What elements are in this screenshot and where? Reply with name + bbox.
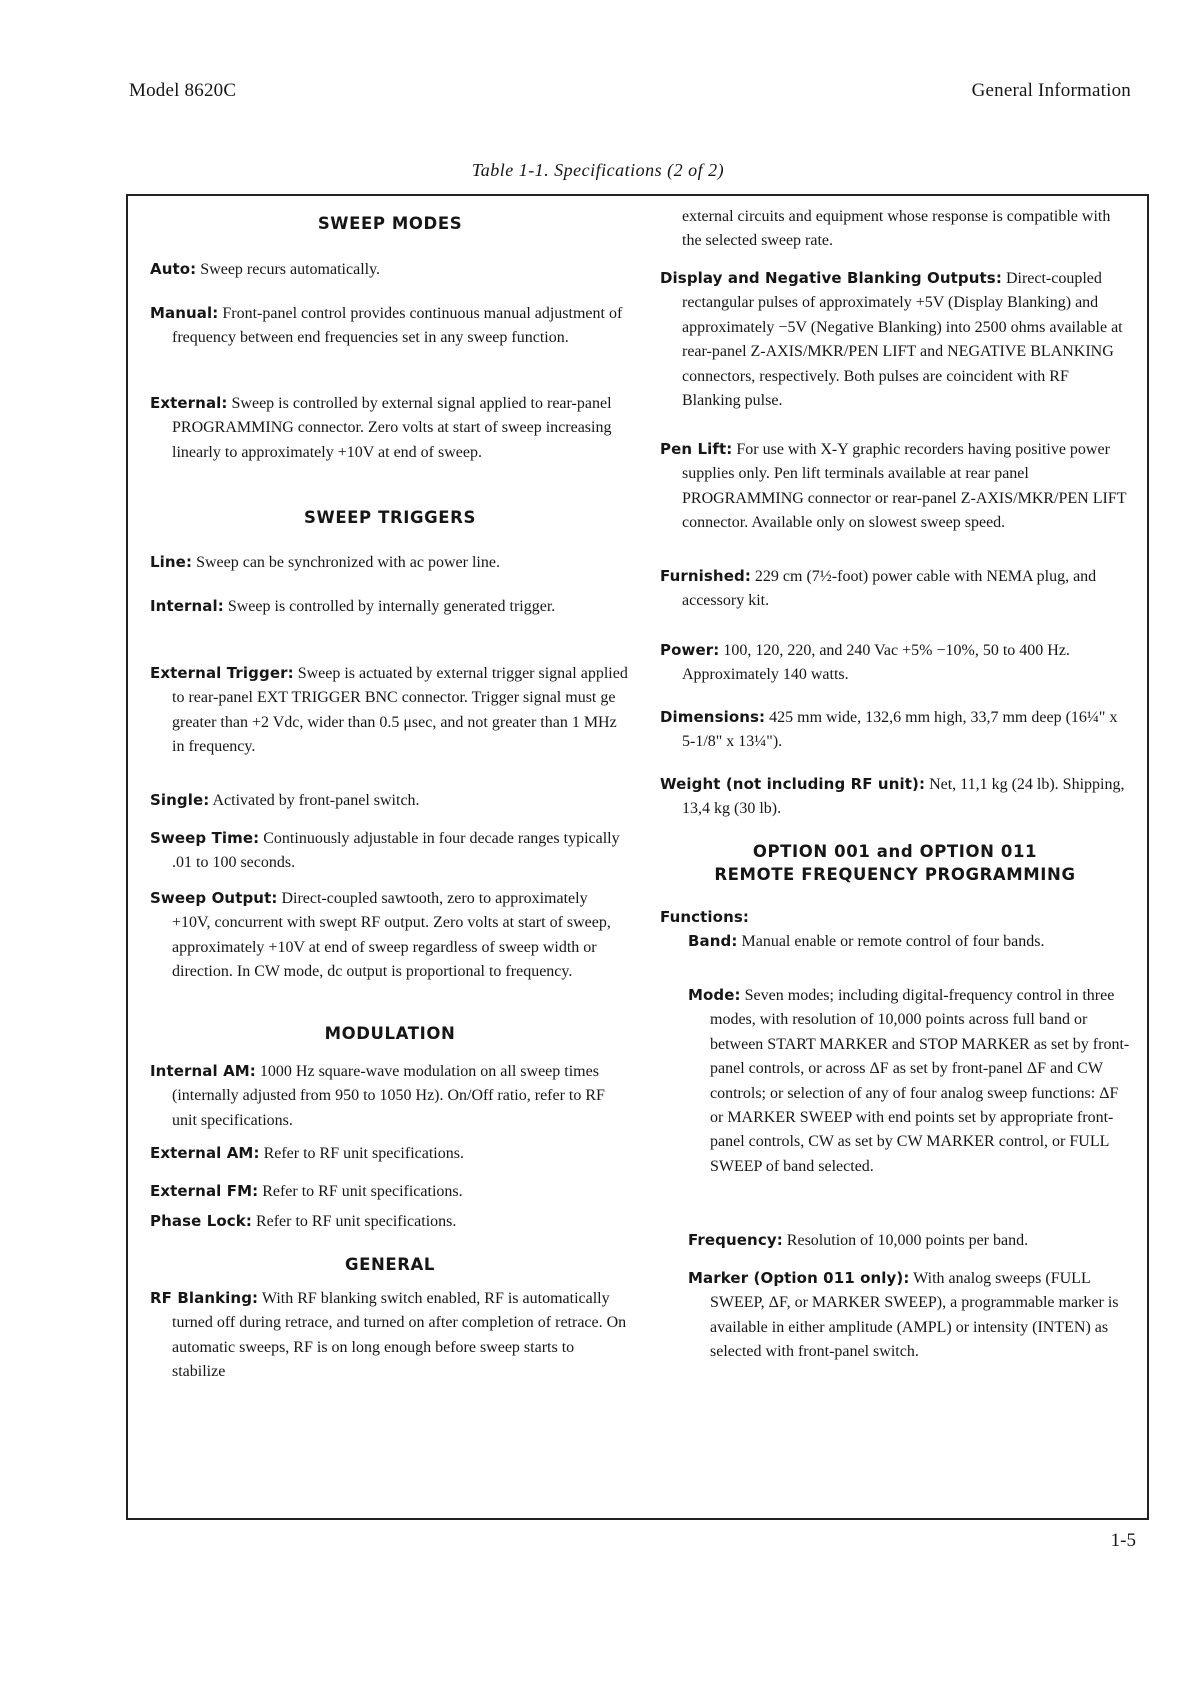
spec-term: Power: bbox=[660, 641, 720, 659]
spec-mode bbox=[660, 983, 1130, 1179]
spec-text: 425 mm wide, 132,6 mm high, 33,7 mm deep (16¼" x 5-1/8" x 13¼"). bbox=[682, 709, 1118, 751]
section-title-sweep-modes: SWEEP MODES bbox=[317, 214, 463, 233]
spec-text: Sweep is actuated by external trigger signal applied to rear-panel EXT TRIGGER BNC connector. Trigger signal must ge greater than +2 Vdc, wider than 0.5 μsec, and not greater than 1 MHz in frequency. bbox=[172, 665, 628, 756]
header-model: Model 8620C bbox=[129, 80, 237, 101]
spec-text: Continuously adjustable in four decade ranges typically .01 to 100 seconds. bbox=[172, 830, 620, 872]
spec-text: With RF blanking switch enabled, RF is automatically turned off during retrace, and turned on after completion of retrace. On automatic sweeps, RF is on long enough before sweep starts to stabilize bbox=[172, 1290, 627, 1381]
spec-text: Activated by front-panel switch. bbox=[209, 792, 420, 809]
spec-term: Sweep Time: bbox=[150, 829, 260, 847]
spec-term: Frequency: bbox=[688, 1231, 783, 1249]
spec-text: Sweep can be synchronized with ac power line. bbox=[192, 554, 500, 571]
spec-marker bbox=[660, 1266, 1130, 1365]
table-caption: Table 1-1. Specifications (2 of 2) bbox=[471, 160, 725, 180]
spec-term: Dimensions: bbox=[660, 708, 766, 726]
spec-term: Pen Lift: bbox=[660, 440, 733, 458]
spec-term: External Trigger: bbox=[150, 664, 294, 682]
spec-internal-am bbox=[150, 1059, 630, 1133]
spec-text: Resolution of 10,000 points per band. bbox=[782, 1232, 1029, 1249]
spec-power bbox=[660, 638, 1130, 688]
spec-term: Auto: bbox=[150, 260, 197, 278]
spec-external-fm bbox=[150, 1179, 630, 1204]
spec-text: Net, 11,1 kg (24 lb). Shipping, 13,4 kg (30 lb). bbox=[682, 776, 1125, 818]
section-title-option-line2: REMOTE FREQUENCY PROGRAMMING bbox=[714, 865, 1076, 884]
spec-text: Sweep is controlled by internally generated trigger. bbox=[223, 598, 556, 615]
spec-phase-lock bbox=[150, 1209, 630, 1234]
spec-display-blanking bbox=[660, 266, 1130, 413]
spec-text: Seven modes; including digital-frequency control in three modes, with resolution of 10,000 points across full band or between START MARKER and STOP MARKER as set by front-panel controls, or across ΔF as set by front-panel ΔF and CW controls; or selection of any of four analog sweep functions: ΔF or MARKER SWEEP with end points set by appropriate front-panel controls, CW as set by CW MARKER control, or FULL SWEEP of band selected. bbox=[710, 987, 1130, 1175]
page-number: 1-5 bbox=[1110, 1530, 1136, 1551]
spec-band bbox=[660, 929, 1130, 954]
spec-term: External FM: bbox=[150, 1182, 259, 1200]
spec-auto bbox=[150, 257, 630, 282]
spec-term: Manual: bbox=[150, 304, 219, 322]
spec-dimensions bbox=[660, 705, 1130, 755]
section-title-modulation: MODULATION bbox=[324, 1024, 456, 1043]
spec-external bbox=[150, 391, 630, 465]
spec-manual bbox=[150, 301, 630, 351]
section-title-sweep-triggers: SWEEP TRIGGERS bbox=[304, 508, 476, 527]
spec-term: Weight (not including RF unit): bbox=[660, 775, 926, 793]
section-title-option-line1: OPTION 001 and OPTION 011 bbox=[752, 842, 1038, 861]
section-title-general: GENERAL bbox=[344, 1255, 436, 1274]
spec-text: Manual enable or remote control of four bands. bbox=[737, 933, 1045, 950]
spec-text: Refer to RF unit specifications. bbox=[258, 1183, 463, 1200]
spec-continued-text: external circuits and equipment whose response is compatible with the selected sweep rate. bbox=[682, 208, 1111, 250]
spec-frequency bbox=[660, 1228, 1130, 1253]
spec-sweep-time bbox=[150, 826, 630, 876]
spec-text: 100, 120, 220, and 240 Vac +5% −10%, 50 to 400 Hz. Approximately 140 watts. bbox=[682, 642, 1070, 684]
functions-label bbox=[660, 905, 1130, 930]
spec-term: Line: bbox=[150, 553, 193, 571]
spec-term: Internal AM: bbox=[150, 1062, 256, 1080]
spec-text: Direct-coupled sawtooth, zero to approximately +10V, concurrent with swept RF output. Zero volts at start of sweep, approximately +10V at end of sweep regardless of sweep width or direction. In CW mode, dc output is proportional to frequency. bbox=[172, 890, 611, 981]
spec-text: Refer to RF unit specifications. bbox=[251, 1213, 457, 1230]
spec-term: Furnished: bbox=[660, 567, 751, 585]
spec-term: Phase Lock: bbox=[150, 1212, 252, 1230]
header-section: General Information bbox=[971, 80, 1131, 101]
spec-rf-blanking bbox=[150, 1286, 630, 1385]
spec-text: 229 cm (7½-foot) power cable with NEMA plug, and accessory kit. bbox=[682, 568, 1097, 610]
spec-term: Sweep Output: bbox=[150, 889, 278, 907]
spec-term: Mode: bbox=[688, 986, 741, 1004]
spec-term: Display and Negative Blanking Outputs: bbox=[660, 269, 1002, 287]
spec-weight bbox=[660, 772, 1130, 822]
functions-term: Functions: bbox=[660, 908, 749, 926]
spec-term: External AM: bbox=[150, 1144, 260, 1162]
spec-line bbox=[150, 550, 630, 575]
spec-text: Front-panel control provides continuous manual adjustment of frequency between end frequencies set in any sweep function. bbox=[172, 305, 623, 347]
spec-term: Band: bbox=[688, 932, 738, 950]
spec-internal bbox=[150, 594, 630, 619]
spec-text: Sweep is controlled by external signal applied to rear-panel PROGRAMMING connector. Zero volts at start of sweep increasing linearly to approximately +10V at end of sweep. bbox=[172, 395, 612, 461]
spec-text: Refer to RF unit specifications. bbox=[259, 1145, 464, 1162]
spec-external-trigger bbox=[150, 661, 630, 760]
spec-term: External: bbox=[150, 394, 228, 412]
spec-external-am bbox=[150, 1141, 630, 1166]
spec-sweep-output bbox=[150, 886, 630, 985]
spec-text: For use with X-Y graphic recorders having positive power supplies only. Pen lift terminals available at rear panel PROGRAMMING connector or rear-panel Z-AXIS/MKR/PEN LIFT connector. Available only on slowest sweep speed. bbox=[682, 441, 1127, 532]
spec-furnished bbox=[660, 564, 1130, 614]
spec-text: With analog sweeps (FULL SWEEP, ΔF, or MARKER SWEEP), a programmable marker is available in either amplitude (AMPL) or intensity (INTEN) as selected with front-panel switch. bbox=[710, 1270, 1119, 1361]
spec-term: Single: bbox=[150, 791, 210, 809]
spec-text: Sweep recurs automatically. bbox=[196, 261, 381, 278]
spec-term: Marker (Option 011 only): bbox=[688, 1269, 910, 1287]
spec-term: RF Blanking: bbox=[150, 1289, 259, 1307]
spec-term: Internal: bbox=[150, 597, 224, 615]
spec-text: 1000 Hz square-wave modulation on all sweep times (internally adjusted from 950 to 1050 Hz). On/Off ratio, refer to RF unit specifications. bbox=[172, 1063, 605, 1129]
spec-text: Direct-coupled rectangular pulses of approximately +5V (Display Blanking) and approximately −5V (Negative Blanking) into 2500 ohms available at rear-panel Z-AXIS/MKR/PEN LIFT and NEGATIVE BLANKING connectors, respectively. Both pulses are coincident with RF Blanking pulse. bbox=[682, 270, 1123, 410]
spec-pen-lift bbox=[660, 437, 1130, 536]
spec-single bbox=[150, 788, 630, 813]
